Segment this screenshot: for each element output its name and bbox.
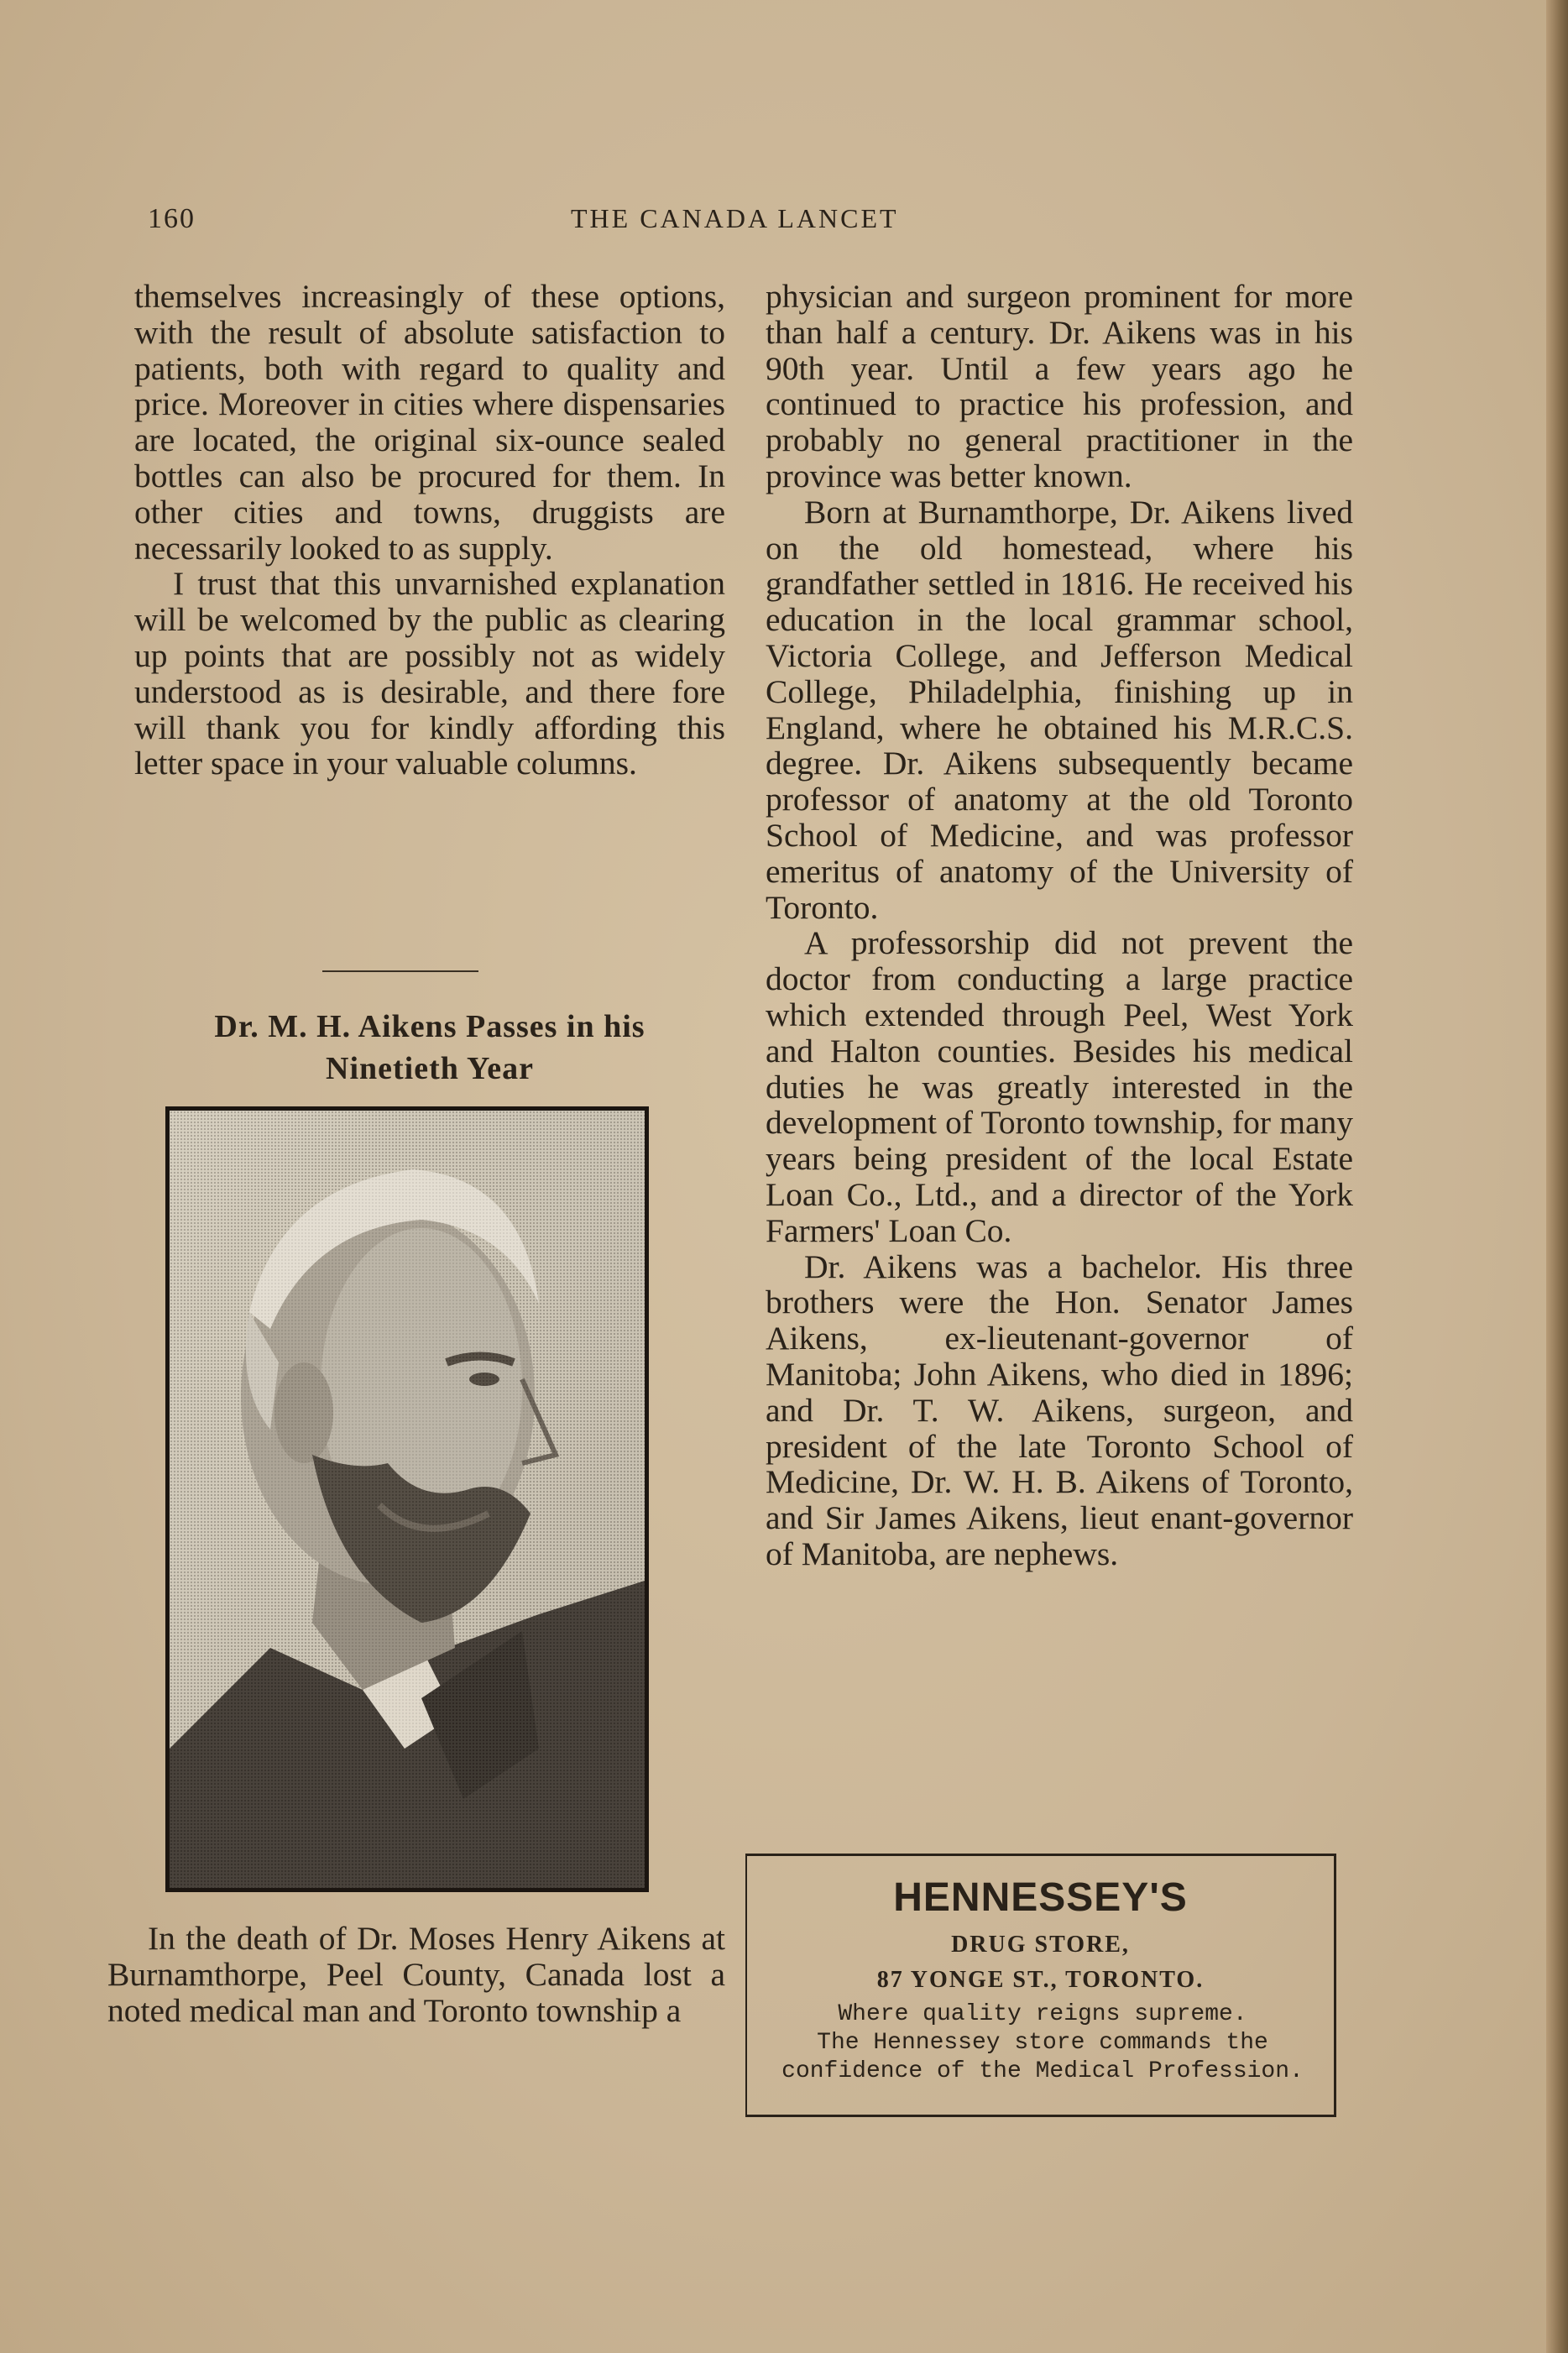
- ad-text-line: confidence of the Medical Profession.: [781, 2058, 1304, 2084]
- right-paragraph: A professorship did not prevent the doctor from conducting a large practice which extended through Peel, West York and Halton counties. Besides his medical duties he was greatly interested in the development of Toronto township, for many years being president of the local Estate Loan Co., Ltd., and a director of the York Farmers' Loan Co.: [766, 924, 1353, 1249]
- headline-line: Ninetieth Year: [326, 1051, 534, 1086]
- photo-caption-paragraph: [107, 1921, 725, 2028]
- left-paragraph: I trust that this unvarnished explanation will be welcomed by the public as clearing up points that are possibly not as widely understood as is desirable, and there fore will thank you for kindly affording this letter space in your valuable columns.: [134, 565, 725, 782]
- ad-subtitle: DRUG STORE,: [951, 1932, 1130, 1958]
- caption-text: In the death of Dr. Moses Henry Aikens at Burnamthorpe, Peel County, Canada lost a noted medical man and Toronto township a: [107, 1920, 725, 2029]
- page-number: 160: [148, 203, 196, 234]
- right-paragraph: physician and surgeon prominent for more than half a century. Dr. Aikens was in his 90th year. Until a few years ago he continued to practice his profession, and probably no general practitioner in the province was better known.: [766, 278, 1353, 494]
- portrait-photo: [165, 1106, 649, 1892]
- left-column: [134, 279, 725, 782]
- right-column: [766, 279, 1353, 1572]
- ad-text-line: The Hennessey store commands the: [817, 2030, 1268, 2056]
- article-headline: [134, 1006, 725, 1090]
- right-paragraph: Born at Burnamthorpe, Dr. Aikens lived on the old homestead, where his grandfather settled in 1816. He received his education in the local grammar school, Victoria College, and Jefferson Medical College, Philadelphia, finishing up in England, where he obtained his M.R.C.S. degree. Dr. Aikens subsequently became professor of anatomy at the old Toronto School of Medicine, and was professor emeritus of anatomy of the University of Toronto.: [766, 493, 1353, 926]
- left-paragraph: themselves increasingly of these options, with the result of absolute satisfaction to patients, both with regard to quality and price. Moreover in cities where dispensaries are located, the original six-ounce sealed bottles can also be procured for them. In other cities and towns, druggists are necessarily looked to as supply.: [134, 278, 725, 567]
- ad-address: 87 YONGE ST., TORONTO.: [876, 1967, 1205, 1993]
- journal-title: THE CANADA LANCET: [571, 203, 899, 233]
- advertisement-box: [745, 1854, 1336, 2117]
- binding-edge: [1546, 0, 1568, 2353]
- right-paragraph: Dr. Aikens was a bachelor. His three brothers were the Hon. Senator James Aikens, ex-lieutenant-governor of Manitoba; John Aikens, who died in 1896; and Dr. T. W. Aikens, surgeon, and president of the late Toronto School of Medicine, Dr. W. H. B. Aikens of Toronto, and Sir James Aikens, lieut enant-governor of Manitoba, are nephews.: [766, 1247, 1353, 1572]
- section-divider: [322, 970, 478, 972]
- running-header: [148, 203, 1356, 237]
- ad-tagline: Where quality reigns supreme.: [838, 2001, 1247, 2027]
- ad-title: HENNESSEY'S: [893, 1875, 1188, 1920]
- headline-line: Dr. M. H. Aikens Passes in his: [214, 1009, 645, 1044]
